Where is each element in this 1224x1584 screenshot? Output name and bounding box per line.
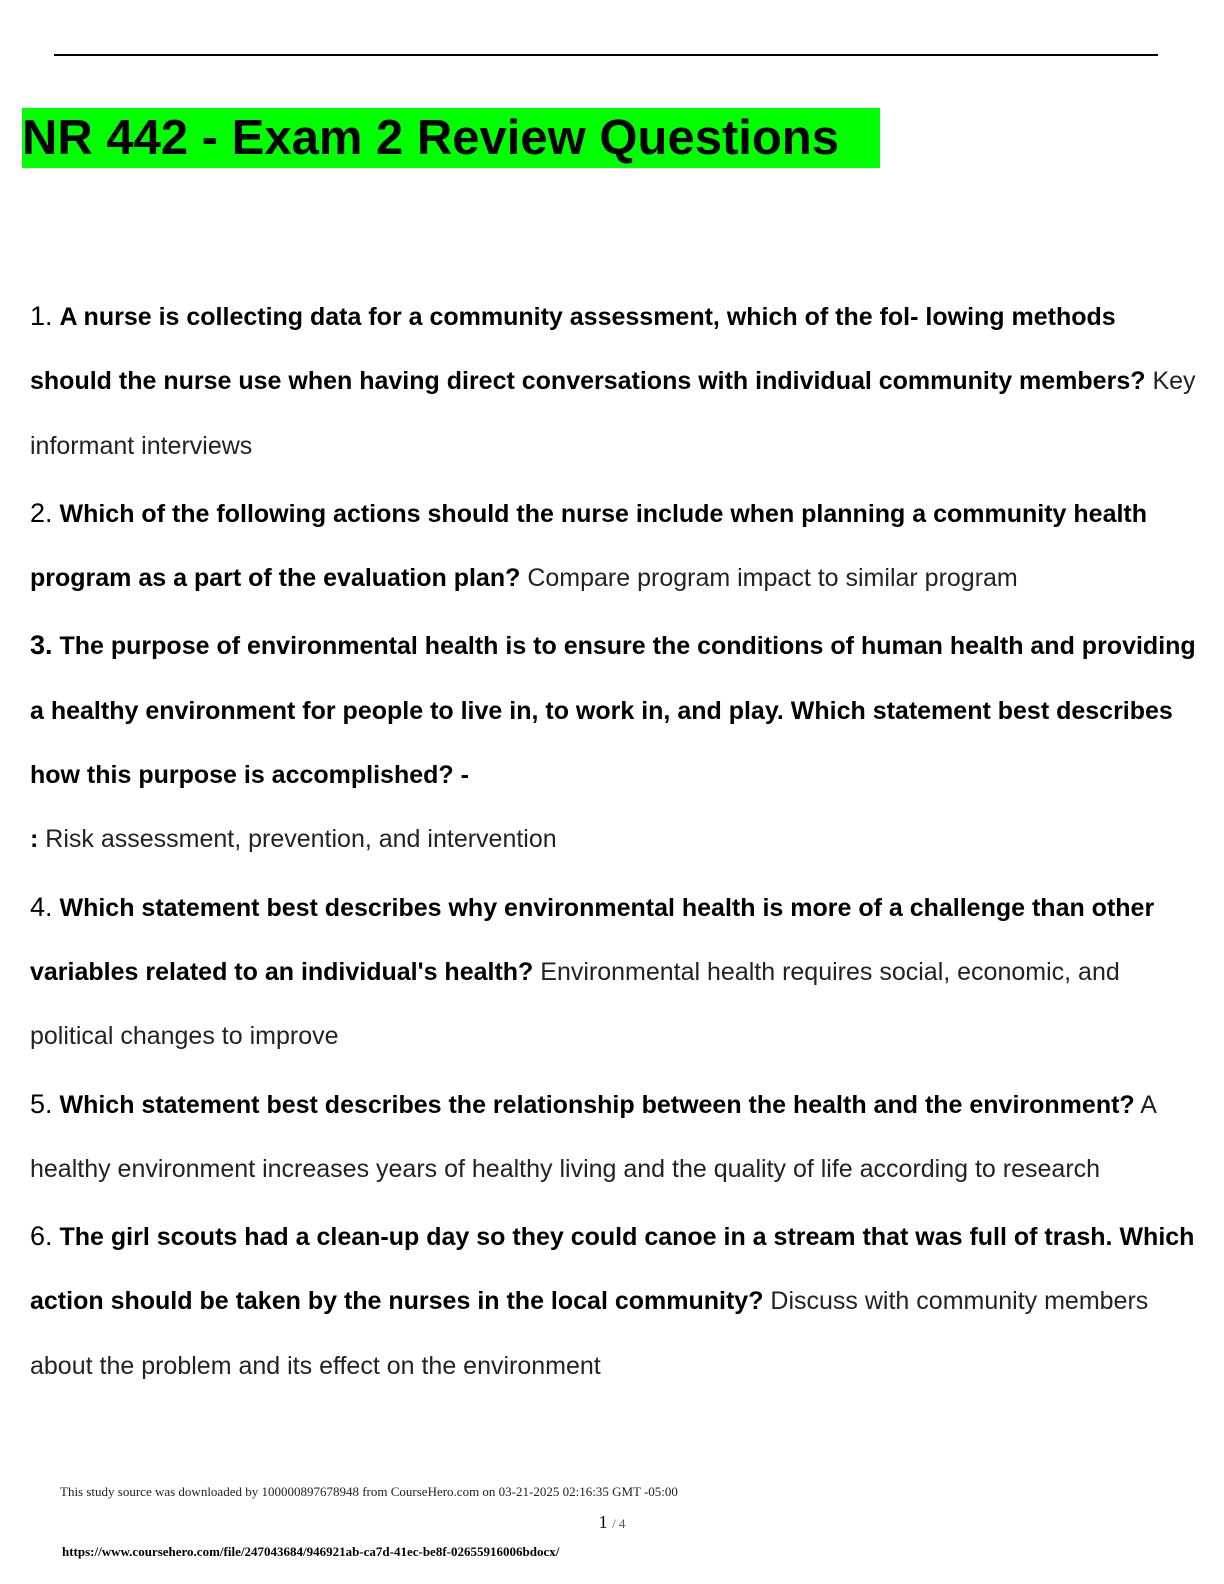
- answer-text: Compare program impact to similar program: [527, 564, 1018, 593]
- question-item-5: [30, 1072, 1200, 1202]
- questions-list: [30, 284, 1200, 1401]
- question-item-4: [30, 875, 1200, 1069]
- top-horizontal-rule: [54, 54, 1158, 56]
- footer-url-link[interactable]: https://www.coursehero.com/file/247043684/946921ab-ca7d-41ec-be8f-02655916006bdocx/: [62, 1544, 560, 1559]
- answer-text: Key informant interviews: [30, 367, 1196, 460]
- answer-text: A healthy environment increases years of healthy living and the quality of life according to research: [30, 1090, 1156, 1183]
- question-item-2: [30, 481, 1200, 611]
- question-number: 6.: [30, 1221, 53, 1252]
- question-number: 5.: [30, 1088, 53, 1119]
- question-text: Which statement best describes why environmental health is more of a challenge than other variables related to an individual's health?: [30, 893, 1155, 986]
- page-current: 1: [598, 1512, 608, 1532]
- download-source-note: This study source was downloaded by 100000897678948 from CourseHero.com on 03-21-2025 02:16:35 GMT -05:00: [60, 1484, 678, 1499]
- document-title: NR 442 - Exam 2 Review Questions: [22, 111, 839, 165]
- question-item-3: [30, 613, 1200, 871]
- question-item-1: [30, 284, 1200, 478]
- answer-prefix: :: [30, 825, 39, 854]
- question-text: Which of the following actions should the nurse include when planning a community health program as a part of the evaluation plan?: [30, 499, 1148, 593]
- page-indicator: [0, 1512, 1224, 1533]
- answer-text: Environmental health requires social, economic, and political changes to improve: [30, 957, 1120, 1051]
- answer-text: Risk assessment, prevention, and intervention: [45, 825, 557, 854]
- question-text: A nurse is collecting data for a community assessment, which of the fol- lowing methods should the nurse use when having direct conversations with individual community members?: [30, 303, 1146, 396]
- question-number: 4.: [30, 891, 53, 922]
- question-text: The purpose of environmental health is to ensure the conditions of human health and providing a healthy environment for people to live in, to work in, and play. Which statement best describes how this purpose is accomplished? -: [30, 632, 1196, 790]
- question-number: 1.: [30, 301, 53, 331]
- question-number: 3.: [30, 630, 53, 661]
- question-text: Which statement best describes the relationship between the health and the environment?: [59, 1090, 1135, 1119]
- question-text: The girl scouts had a clean-up day so they could canoe in a stream that was full of trash. Which action should be taken by the nurses in the local community?: [30, 1223, 1195, 1316]
- answer-text: Discuss with community members about the problem and its effect on the environment: [30, 1287, 1149, 1380]
- question-item-6: [30, 1204, 1200, 1398]
- question-number: 2.: [30, 497, 53, 528]
- page-total: / 4: [612, 1516, 626, 1531]
